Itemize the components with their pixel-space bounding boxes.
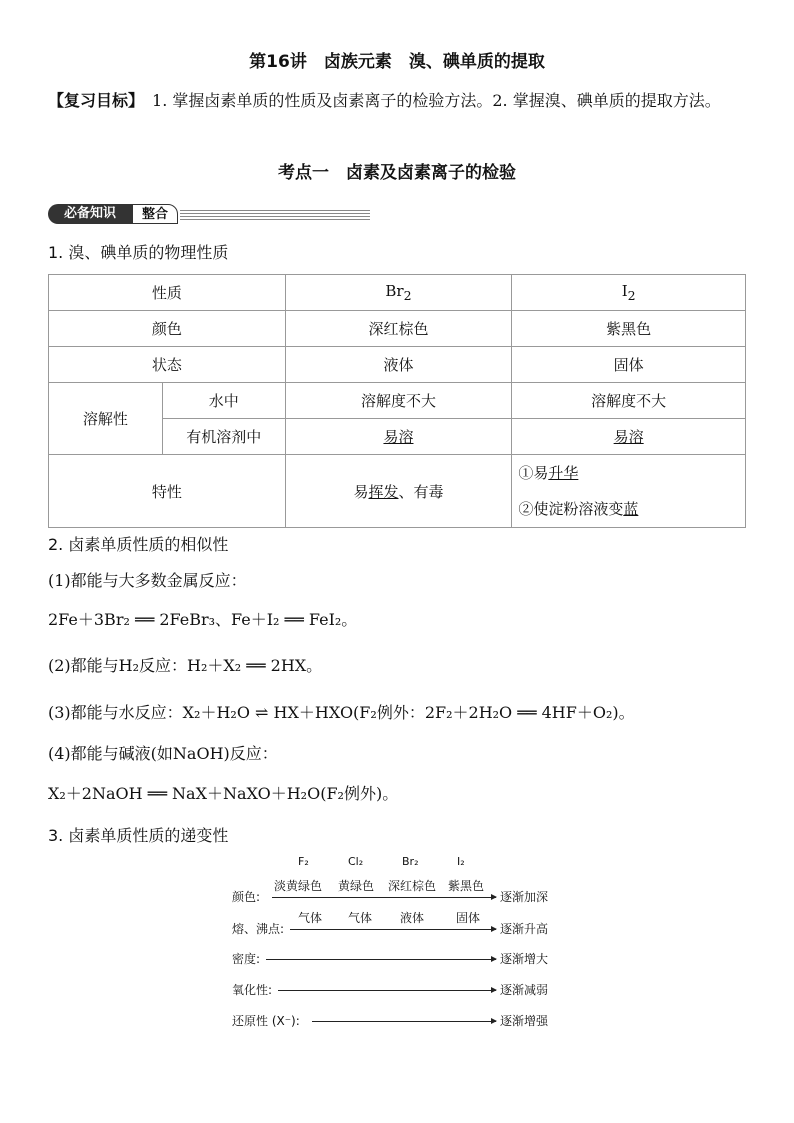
- organic-i2: 易溶: [512, 419, 746, 455]
- row-color-label: 颜色: [49, 311, 286, 347]
- similarity-3: (3)都能与水反应：X₂＋H₂O ⇌ HX＋HXO(F₂例外：2F₂＋2H₂O ══ 4HF＋O₂)。: [48, 703, 635, 722]
- review-goals: [48, 84, 754, 118]
- water-i2: 溶解度不大: [512, 383, 746, 419]
- page-title: 第16讲 卤族元素 溴、碘单质的提取: [249, 52, 545, 72]
- header-property: 性质: [49, 275, 286, 311]
- banner-decoration: [180, 210, 370, 222]
- special-br2: 易挥发、有毒: [285, 455, 512, 528]
- knowledge-banner: [48, 204, 370, 226]
- subsection-1-heading: 1. 溴、碘单质的物理性质: [48, 243, 229, 262]
- row-solubility-label: 溶解性: [49, 383, 163, 455]
- banner-tag: 整合: [132, 204, 178, 224]
- similarity-4: (4)都能与碱液(如NaOH)反应：: [48, 744, 278, 763]
- similarity-2: (2)都能与H₂反应：H₂＋X₂ ══ 2HX。: [48, 656, 323, 675]
- bromine-iodine-properties-table: [48, 274, 746, 528]
- element-i2: I₂: [457, 855, 465, 868]
- goals-text: 1. 掌握卤素单质的性质及卤素离子的检验方法。2. 掌握溴、碘单质的提取方法。: [136, 91, 721, 110]
- banner-label: 必备知识: [48, 204, 132, 224]
- color-i2: 紫黑色: [512, 311, 746, 347]
- element-f2: F₂: [298, 855, 309, 868]
- row-organic-label: 有机溶剂中: [162, 419, 285, 455]
- header-i2: $I_2$: [512, 275, 746, 311]
- section-heading: 考点一 卤素及卤素离子的检验: [278, 163, 516, 183]
- color-br2: 深红棕色: [285, 311, 512, 347]
- subsection-2-heading: 2. 卤素单质性质的相似性: [48, 535, 229, 554]
- state-i2: 固体: [512, 347, 746, 383]
- row-special-label: 特性: [49, 455, 286, 528]
- organic-br2: 易溶: [285, 419, 512, 455]
- trend-row-color: 颜色: 淡黄绿色 黄绿色 深红棕色 紫黑色 逐渐加深: [232, 879, 549, 904]
- equation-base: X₂＋2NaOH ══ NaX＋NaXO＋H₂O(F₂例外)。: [48, 784, 399, 803]
- element-cl2: Cl₂: [348, 855, 364, 868]
- subsection-3-heading: 3. 卤素单质性质的递变性: [48, 826, 229, 845]
- header-br2: $Br_2$: [285, 275, 512, 311]
- row-water-label: 水中: [162, 383, 285, 419]
- water-br2: 溶解度不大: [285, 383, 512, 419]
- trend-row-melting-boiling: 熔、沸点: 气体 气体 液体 固体 逐渐升高: [232, 911, 549, 936]
- element-br2: Br₂: [402, 855, 419, 868]
- special-i2: ①易升华 ②使淀粉溶液变蓝: [512, 455, 746, 528]
- trend-diagram: [232, 855, 562, 1035]
- state-br2: 液体: [285, 347, 512, 383]
- goals-label: 【复习目标】: [48, 91, 137, 110]
- trend-row-reducing: 还原性 (X⁻): 逐渐增强: [232, 1014, 549, 1028]
- row-state-label: 状态: [49, 347, 286, 383]
- equation-metals: 2Fe＋3Br₂ ══ 2FeBr₃、Fe＋I₂ ══ FeI₂。: [48, 610, 358, 629]
- trend-row-density: 密度: 逐渐增大: [232, 952, 549, 966]
- trend-row-oxidizing: 氧化性: 逐渐减弱: [232, 983, 549, 997]
- similarity-1: (1)都能与大多数金属反应：: [48, 571, 247, 590]
